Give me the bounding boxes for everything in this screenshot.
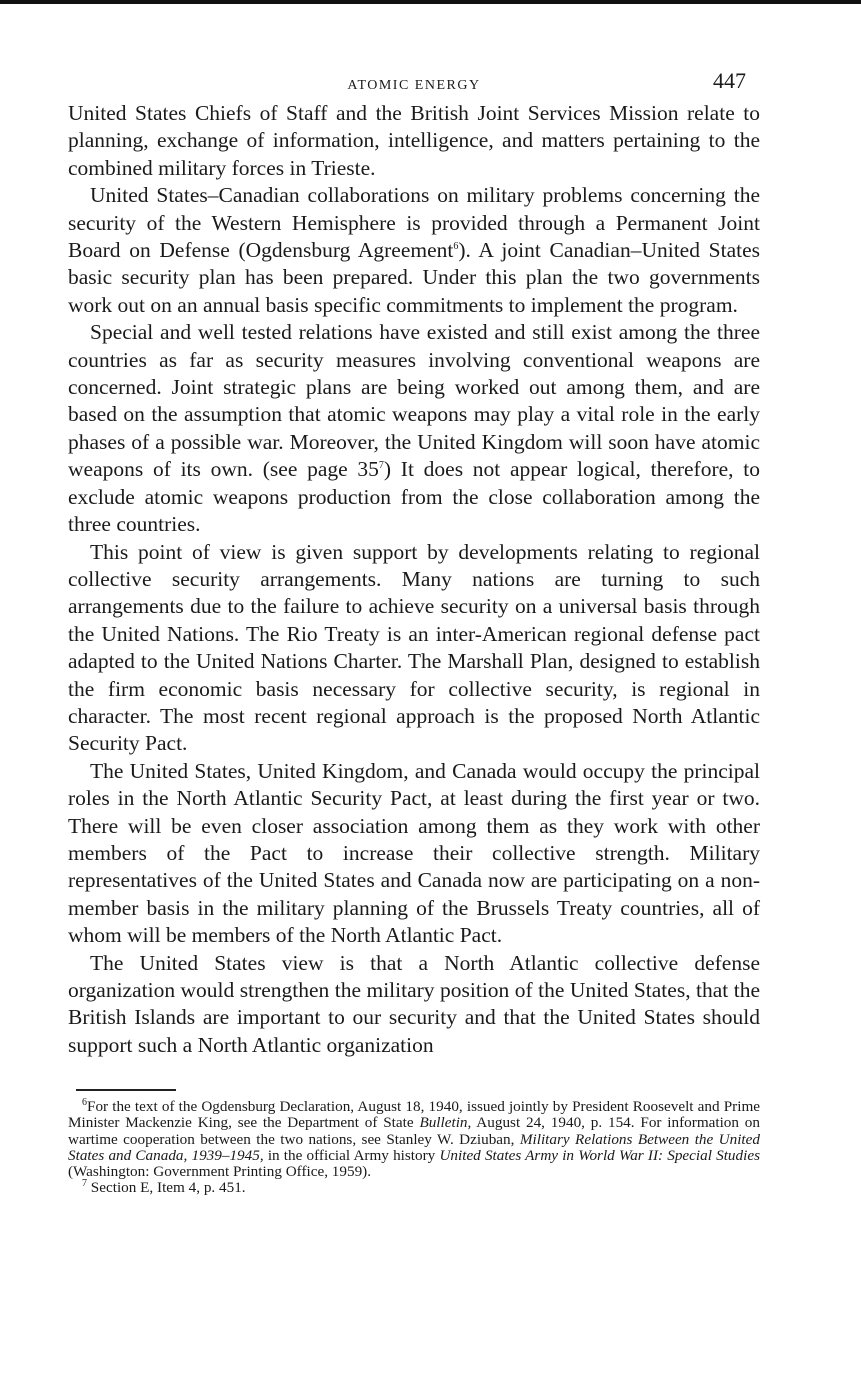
paragraph-text: United States Chiefs of Staff and the British Joint Services Mission relate to planning, exchange of information, intelligence, and matters pertaining to the combined military forces in Trieste.: [68, 101, 760, 180]
paragraph-text: ). A joint Canadian–United States basic security plan has been prepared. Under this plan the two governments work out on an annual basis specific commitments to implement the program.: [68, 238, 760, 317]
paragraph: [68, 100, 760, 182]
footnote-text: Section E, Item 4, p. 451.: [90, 1179, 246, 1197]
body-text: [68, 100, 760, 1059]
footnote-italic: United States Army in World War II: Special Studies: [439, 1146, 760, 1164]
paragraph: [68, 950, 760, 1060]
footnote-reference: 7: [378, 460, 384, 472]
footnote: [68, 1099, 760, 1180]
footnote-text: For the text of the Ogdensburg Declaration, August 18, 1940, issued jointly by President Roosevelt and Prime Minister Mackenzie King, see the Department of State: [68, 1098, 760, 1132]
paragraph: [68, 539, 760, 758]
footnote-text: , in the official Army history: [259, 1146, 440, 1164]
paragraph-text: The United States, United Kingdom, and Canada would occupy the principal roles in the North Atlantic Security Pact, at least during the first year or two. There will be even closer association among them as they work with other members of the Pact to increase their collective strength. Military representatives of the United States and Canada now are participating on a non-member basis in the military planning of the Brussels Treaty countries, all of whom will be members of the North Atlantic Pact.: [68, 758, 760, 948]
footnote-number: 7: [82, 1178, 87, 1190]
running-title: ATOMIC ENERGY: [347, 78, 481, 93]
top-border-rule: [0, 0, 861, 4]
running-head: [68, 60, 760, 100]
paragraph-text: ) It does not appear logical, therefore, to exclude atomic weapons production from the close collaboration among the three countries.: [68, 457, 760, 537]
footnote-number: 6: [82, 1097, 87, 1109]
paragraph: [68, 758, 760, 950]
footnote-divider: [76, 1089, 176, 1091]
document-page: [68, 60, 760, 1196]
page-number: 447: [713, 68, 746, 93]
paragraph-text: United States–Canadian collaborations on military problems concerning the security of the Western Hemisphere is provided through a Permanent Joint Board on Defense (Ogdensburg Agreement: [68, 183, 760, 263]
footnote-text: , August 24, 1940, p. 154. For information on wartime cooperation between the two nations, see Stanley W. Dziuban,: [68, 1114, 760, 1148]
footnote: [68, 1180, 760, 1196]
footnote-italic: Military Relations Between the United States and Canada, 1939–1945: [68, 1130, 760, 1164]
paragraph: [68, 182, 760, 319]
paragraph-text: This point of view is given support by developments relating to regional collective security arrangements. Many nations are turning to such arrangements due to the failure to achieve security on a universal basis through the United Nations. The Rio Treaty is an inter-American regional defense pact adapted to the United Nations Charter. The Marshall Plan, designed to establish the firm economic basis necessary for collective security, is regional in character. The most recent regional approach is the proposed North Atlantic Security Pact.: [68, 539, 760, 756]
paragraph-text: The United States view is that a North Atlantic collective defense organization would strengthen the military position of the United States, that the British Islands are important to our security and that the United States should support such a North Atlantic organization: [68, 950, 760, 1057]
footnote-reference: 6: [453, 240, 459, 252]
footnotes: [68, 1099, 760, 1196]
paragraph: [68, 319, 760, 538]
paragraph-text: Special and well tested relations have existed and still exist among the three countries as far as security measures involving conventional weapons are concerned. Joint strategic plans are being worked out among them, and are based on the assumption that atomic weapons may play a vital role in the early phases of a possible war. Moreover, the United Kingdom will soon have atomic weapons of its own. (see page 35: [68, 320, 760, 482]
footnote-text: (Washington: Government Printing Office, 1959).: [68, 1163, 372, 1181]
footnote-italic: Bulletin: [419, 1114, 468, 1132]
